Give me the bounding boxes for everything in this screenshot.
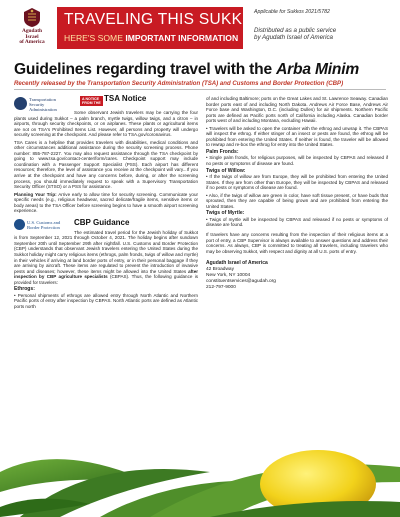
tsa-logo-line: Security (29, 102, 45, 107)
cbp-heading: CBP Guidance (74, 217, 130, 227)
cbp-text: (CBPAS). Thus, the following guidance is provided for travelers: (14, 274, 198, 285)
header-banner (57, 7, 275, 49)
willow-text: • If the twigs of willow are from Europe, they will be prohibited from entering the United States. If they are from other than Europe, they will be inspected by CBPAS and released if no pests or symptoms of disease are found. (206, 174, 388, 191)
cbp-text-emphasis: after inspection by CBP agriculture specialists (14, 268, 198, 280)
tsa-paragraph: TSA Cares is a helpline that provides travelers with disabilities, medical conditions and other circumstances additional assistance during the security screening process. Phone number: 855-787-2227. You may also request assistance through the TSA checkpoint by going to www.tsa.gov/contact-center/form/cares. Checkpoint support may include coordination with a Passenger Support Specialist (PSS). Each airport has different resources; therefore, the level of assistance you receive at the checkpoint will vary...If you arrive at the checkpoint and have any concerns before, during, or after the screening process, you should immediately request to speak with a Supervisory Transportation Security Officer (STSO) or a PSS for assistance. (14, 139, 198, 190)
title-prefix: Guidelines regarding travel with the (14, 61, 277, 78)
palm-heading: Palm Fronds: (206, 148, 239, 155)
signature-phone: 212-797-9000 (206, 285, 236, 291)
signature-address: 42 Broadway (206, 267, 234, 273)
ethrogs-continued: of and including Baltimore; ports on the Great Lakes and St. Lawrence Seaway. Canadian border ports east of and including North Dakota. Andrews Air Force Base, Andrews Air Force base and Washington, D.C. (including Dulles) for air shipments. Northern Pacific ports are defined as Pacific ports north of California including Alaska. Canadian border ports west of and including Montana, excluding Hawaii. (206, 96, 388, 124)
tsa-paragraph: Some observant Jewish travelers may be carrying the four plants used during Sukkot – a palm branch, myrtle twigs, willow twigs, and a citron – in airports, through security checkpoints, or on airplanes. These plants or agricultural items are not on TSA's Prohibited Items List. However, all persons and property will undergo security screening at the checkpoint. And please refer to TSA.gov/coronavirus. (14, 110, 198, 138)
right-column (206, 96, 388, 291)
divider (14, 89, 386, 90)
myrtle-text: • Twigs of myrtle will be inspected by CBPAS and released if no pests or symptoms of disease are found. (206, 216, 388, 228)
banner-subtitle (64, 33, 238, 43)
willow-heading: Twigs of Willow: (206, 167, 246, 174)
title-italic: Arba Minim (276, 61, 359, 78)
closing-text: If travelers have any concerns resulting from the inspection of their religious items at a port of entry, a CBP Supervisor is always available to answer questions and address their concerns. As always, CBP is committed to treating all travelers, including travelers who may be observing Sukkot, with respect and dignity at all U.S. ports of entry. (206, 232, 388, 254)
signature-block (206, 260, 388, 291)
badge-line: A NOTICE (82, 97, 100, 101)
distribution-line: Distributed as a public service (254, 27, 337, 34)
org-name-line: Agudath (21, 28, 43, 34)
banner-subtitle-prefix: HERE'S SOME (64, 33, 126, 43)
cbp-paragraph (14, 230, 198, 285)
ethrogs-heading: Ethrogs: (14, 286, 35, 293)
cbp-logo-line: U.S. Customs and (27, 219, 61, 225)
tsa-logo-line: Transportation (29, 97, 56, 102)
agudath-logo (14, 6, 50, 46)
cbp-header (14, 219, 198, 237)
applicable-note: Applicable for Sukkos 2021/5782 (254, 9, 330, 15)
planning-label: Planning Your Trip: (14, 191, 57, 197)
left-column (14, 96, 198, 312)
page-title (14, 61, 359, 79)
palm-text: • Single palm fronds, for religious purposes, will be inspected by CBPAS and released if no pests or symptoms of disease are found. (206, 155, 388, 167)
banner-subtitle-emphasis: IMPORTANT INFORMATION (125, 33, 239, 43)
tsa-logo-label (29, 97, 57, 112)
distribution-line: by Agudath Israel of America (254, 34, 333, 42)
signature-email[interactable]: constituentservices@agudah.org (206, 279, 276, 285)
org-name (14, 29, 50, 46)
agudath-emblem-icon (21, 6, 43, 28)
tsa-notice-badge (80, 96, 103, 106)
page-subtitle: Recently released by the Transportation Security Administration (TSA) and Customs and Border Protection (CBP) (14, 80, 344, 87)
cbp-logo-line: Border Protection (27, 224, 60, 230)
banner-title: TRAVELING THIS SUKKOS? (64, 11, 275, 28)
tsa-seal-icon (14, 97, 27, 110)
tsa-logo-line: Administration (29, 107, 57, 112)
signature-org: Agudath Israel of America (206, 260, 268, 267)
tsa-header (14, 96, 198, 122)
cbp-seal-icon (14, 219, 25, 230)
myrtle-heading: Twigs of Myrtle: (206, 210, 245, 217)
cbp-logo-label (27, 220, 60, 230)
willow-text: • Also, if the twigs of willow are green in color, have soft tissue present, or have buds that sprouted, then they are capable of being grown and are prohibited from entering the United States. (206, 192, 388, 209)
signature-address: New York, NY 10004 (206, 273, 251, 279)
planning-text: Arrive early to allow time for security screening. Communicate your specific needs (e.g., religious headwear, sacred delicate/fragile items, sensitive items or body areas) to the TSA Officer before screening begins to have a smooth airport screening experience. (14, 191, 199, 214)
cbp-text: The estimated travel period for the Jewish holiday of Sukkot is from September 12, 2021 through October 4, 2021. The holiday begins after sundown September 20th until September 29th after nightfall. U.S. Customs and Border Protection (CBP) understands that observant Jewish travelers entering the United States during the Sukkot holiday might carry religious items (ethrogs, palm fronds, twigs of willow and myrtle) in their vehicles if arriving at land border ports of entry, or in their personal baggage if they are arriving by aircraft. These items are regulated to prevent the introduction of invasive pests and diseases; however, these items might be allowed into the United States (14, 229, 198, 274)
tsa-logo (14, 96, 64, 118)
ethrogs-text: • Personal shipments of ethrogs are allowed entry through North Atlantic and Northern Pacific ports of entry after inspection by CBPAS. North Atlantic ports are defined as Atlantic ports north (14, 292, 198, 309)
ethrogs-inspection: • Travelers will be asked to open the container with the ethrog and unwrap it. The CBPAS will inspect the ethrog. If either stinger of an insect or pests are found, the ethrog will be prohibited from entering the United States. If neither is found, the traveler will be allowed to rewrap and re-box the ethrog for entry into the United States. (206, 125, 388, 148)
distribution-note (254, 27, 336, 42)
org-name-line: of America (19, 39, 45, 46)
org-name-line: Israel (25, 33, 39, 40)
tsa-heading: TSA Notice (104, 94, 147, 103)
arba-minim-illustration (0, 412, 400, 517)
badge-line: FROM THE (82, 101, 101, 105)
tsa-paragraph (14, 192, 198, 214)
